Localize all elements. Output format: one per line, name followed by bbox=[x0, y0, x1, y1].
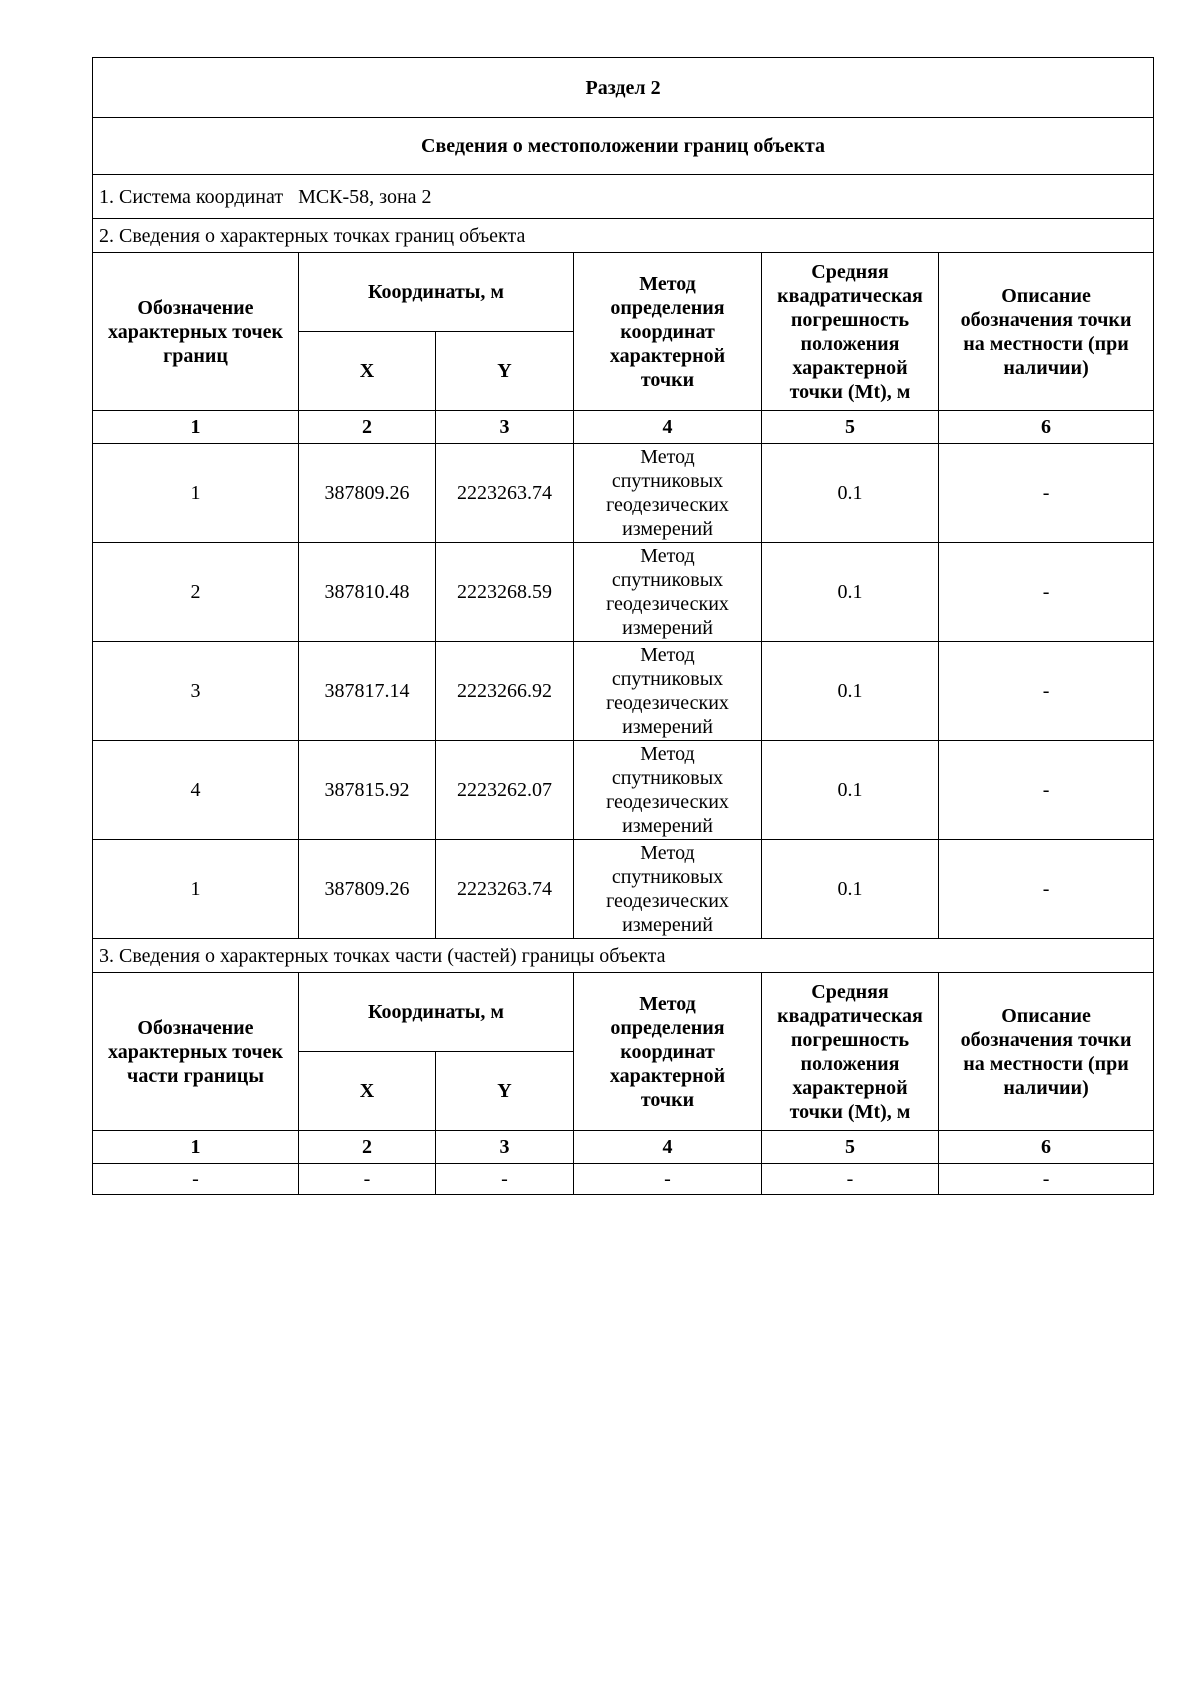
method-cell: - bbox=[574, 1164, 762, 1195]
parts-header-method: Метод определения координат характерной точки bbox=[574, 973, 762, 1131]
method-cell: Метод спутниковых геодезических измерений bbox=[574, 840, 762, 939]
point-id-cell: 4 bbox=[93, 741, 299, 840]
method-cell: Метод спутниковых геодезических измерений bbox=[574, 642, 762, 741]
y-coordinate-cell: 2223266.92 bbox=[436, 642, 574, 741]
error-cell: 0.1 bbox=[762, 543, 939, 642]
coordinate-system-label: 1. Система координат bbox=[99, 185, 284, 208]
table-row bbox=[93, 741, 1154, 840]
column-number: 2 bbox=[299, 1131, 436, 1164]
table-row bbox=[93, 642, 1154, 741]
boundary-table bbox=[92, 57, 1154, 1195]
column-number: 1 bbox=[93, 411, 299, 444]
method-cell: Метод спутниковых геодезических измерений bbox=[574, 543, 762, 642]
y-coordinate-cell: 2223262.07 bbox=[436, 741, 574, 840]
parts-header-designation: Обозначение характерных точек части границы bbox=[93, 973, 299, 1131]
column-number: 3 bbox=[436, 411, 574, 444]
column-number: 2 bbox=[299, 411, 436, 444]
column-number: 6 bbox=[939, 411, 1154, 444]
parts-section-title: 3. Сведения о характерных точках части (частей) границы объекта bbox=[93, 939, 1154, 973]
header-x: X bbox=[299, 332, 436, 411]
header-error: Средняя квадратическая погрешность положения характерной точки (Mt), м bbox=[762, 253, 939, 411]
error-cell: 0.1 bbox=[762, 444, 939, 543]
description-cell: - bbox=[939, 1164, 1154, 1195]
header-coordinates: Координаты, м bbox=[299, 253, 574, 332]
error-cell: 0.1 bbox=[762, 642, 939, 741]
y-coordinate-cell: 2223263.74 bbox=[436, 840, 574, 939]
description-cell: - bbox=[939, 840, 1154, 939]
header-method: Метод определения координат характерной точки bbox=[574, 253, 762, 411]
parts-column-numbers-row bbox=[93, 1131, 1154, 1164]
table-row bbox=[93, 840, 1154, 939]
x-coordinate-cell: 387810.48 bbox=[299, 543, 436, 642]
table-row bbox=[93, 1164, 1154, 1195]
point-id-cell: 1 bbox=[93, 444, 299, 543]
parts-header-error: Средняя квадратическая погрешность положения характерной точки (Mt), м bbox=[762, 973, 939, 1131]
parts-header-y: Y bbox=[436, 1052, 574, 1131]
table-row bbox=[93, 543, 1154, 642]
header-description: Описание обозначения точки на местности (при наличии) bbox=[939, 253, 1154, 411]
table-row bbox=[93, 444, 1154, 543]
column-number: 5 bbox=[762, 1131, 939, 1164]
column-number: 1 bbox=[93, 1131, 299, 1164]
y-coordinate-cell: 2223268.59 bbox=[436, 543, 574, 642]
error-cell: - bbox=[762, 1164, 939, 1195]
description-cell: - bbox=[939, 444, 1154, 543]
error-cell: 0.1 bbox=[762, 840, 939, 939]
column-number: 4 bbox=[574, 411, 762, 444]
section-title: Раздел 2 bbox=[93, 58, 1154, 118]
x-coordinate-cell: 387809.26 bbox=[299, 840, 436, 939]
column-number: 5 bbox=[762, 411, 939, 444]
column-number: 6 bbox=[939, 1131, 1154, 1164]
point-id-cell: 2 bbox=[93, 543, 299, 642]
header-y: Y bbox=[436, 332, 574, 411]
column-number: 3 bbox=[436, 1131, 574, 1164]
description-cell: - bbox=[939, 741, 1154, 840]
column-numbers-row bbox=[93, 411, 1154, 444]
points-section-title: 2. Сведения о характерных точках границ объекта bbox=[93, 219, 1154, 253]
method-cell: Метод спутниковых геодезических измерений bbox=[574, 444, 762, 543]
point-id-cell: 3 bbox=[93, 642, 299, 741]
description-cell: - bbox=[939, 642, 1154, 741]
point-id-cell: - bbox=[93, 1164, 299, 1195]
y-coordinate-cell: - bbox=[436, 1164, 574, 1195]
parts-header-x: X bbox=[299, 1052, 436, 1131]
x-coordinate-cell: 387815.92 bbox=[299, 741, 436, 840]
document-section-2 bbox=[92, 57, 1153, 1195]
coordinate-system-value: МСК-58, зона 2 bbox=[298, 185, 432, 208]
column-number: 4 bbox=[574, 1131, 762, 1164]
y-coordinate-cell: 2223263.74 bbox=[436, 444, 574, 543]
point-id-cell: 1 bbox=[93, 840, 299, 939]
coordinate-system-row bbox=[93, 175, 1154, 219]
x-coordinate-cell: 387817.14 bbox=[299, 642, 436, 741]
parts-header-description: Описание обозначения точки на местности (при наличии) bbox=[939, 973, 1154, 1131]
error-cell: 0.1 bbox=[762, 741, 939, 840]
section-subtitle: Сведения о местоположении границ объекта bbox=[93, 118, 1154, 175]
method-cell: Метод спутниковых геодезических измерений bbox=[574, 741, 762, 840]
x-coordinate-cell: 387809.26 bbox=[299, 444, 436, 543]
parts-header-coordinates: Координаты, м bbox=[299, 973, 574, 1052]
description-cell: - bbox=[939, 543, 1154, 642]
x-coordinate-cell: - bbox=[299, 1164, 436, 1195]
header-designation: Обозначение характерных точек границ bbox=[93, 253, 299, 411]
